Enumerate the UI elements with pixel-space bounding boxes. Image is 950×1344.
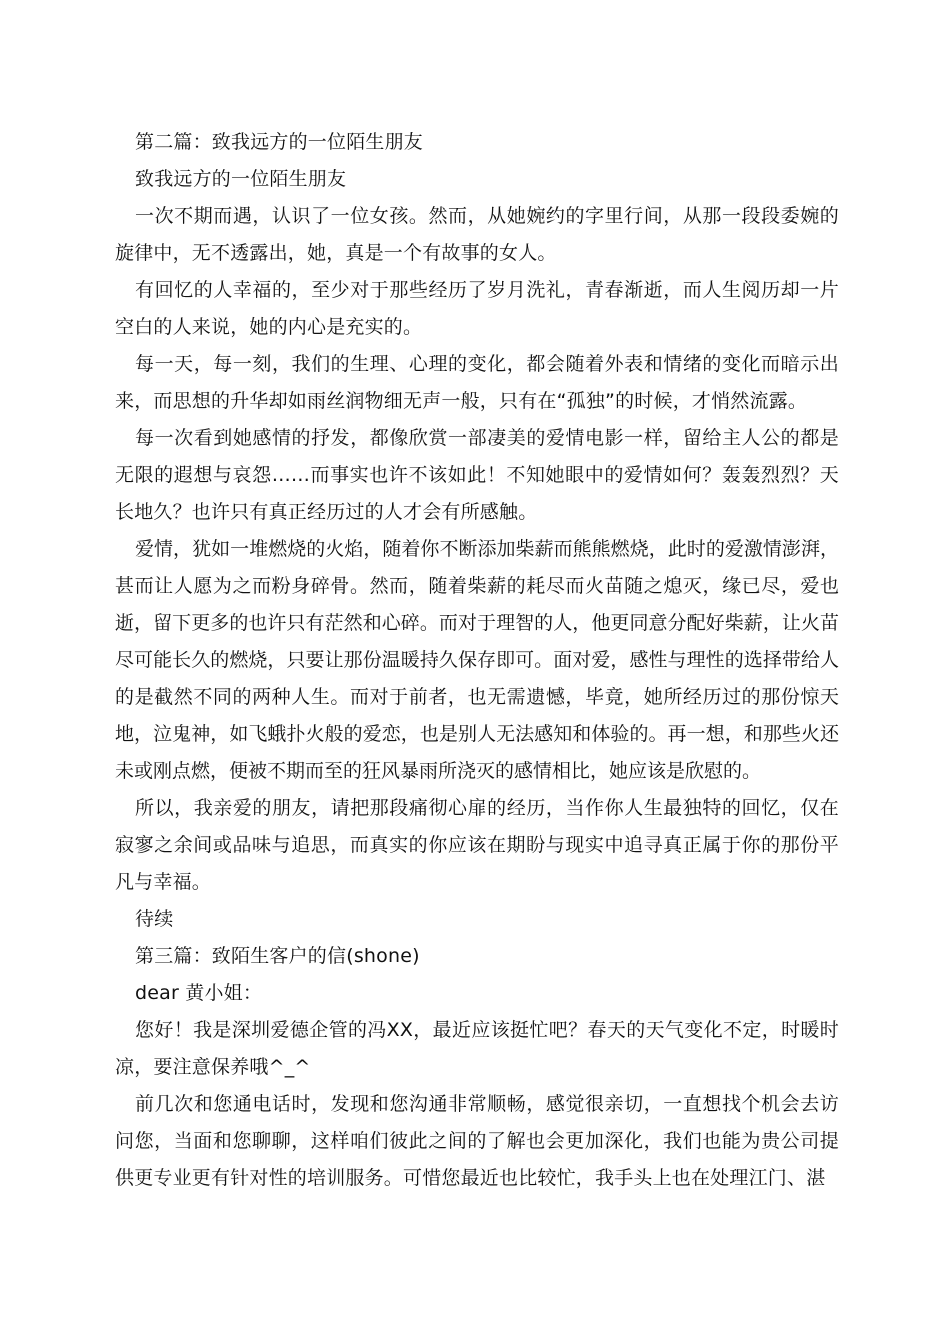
paragraph: 您好！我是深圳爱德企管的冯XX，最近应该挺忙吧？春天的天气变化不定，时暖时凉，要注意保养哦^_^	[115, 1019, 839, 1078]
document-body	[115, 124, 839, 1197]
paragraph: 前几次和您通电话时，发现和您沟通非常顺畅，感觉很亲切，一直想找个机会去访问您，当面和您聊聊，这样咱们彼此之间的了解也会更加深化，我们也能为贵公司提供更专业更有针对性的培训服务。可惜您最近也比较忙，我手头上也在处理江门、湛	[115, 1093, 839, 1189]
section-title-3: 第三篇：致陌生客户的信(shone)	[135, 945, 420, 967]
letter-title: 致我远方的一位陌生朋友	[135, 168, 347, 190]
salutation: dear 黄小姐：	[135, 982, 263, 1004]
paragraph: 所以，我亲爱的朋友，请把那段痛彻心扉的经历，当作你人生最独特的回忆，仅在寂寥之余间或品味与追思，而真实的你应该在期盼与现实中追寻真正属于你的那份平凡与幸福。	[115, 797, 839, 893]
to-be-continued: 待续	[135, 908, 174, 930]
paragraph: 有回忆的人幸福的，至少对于那些经历了岁月洗礼，青春渐逝，而人生阅历却一片空白的人来说，她的内心是充实的。	[115, 279, 839, 338]
section-title-2: 第二篇：致我远方的一位陌生朋友	[135, 131, 424, 153]
paragraph: 每一次看到她感情的抒发，都像欣赏一部凄美的爱情电影一样，留给主人公的都是无限的遐想与哀怨……而事实也许不该如此！不知她眼中的爱情如何？轰轰烈烈？天长地久？也许只有真正经历过的人才会有所感触。	[115, 427, 839, 523]
paragraph: 每一天，每一刻，我们的生理、心理的变化，都会随着外表和情绪的变化而暗示出来，而思想的升华却如雨丝润物细无声一般，只有在“孤独”的时候，才悄然流露。	[115, 353, 839, 412]
paragraph: 爱情，犹如一堆燃烧的火焰，随着你不断添加柴薪而熊熊燃烧，此时的爱激情澎湃，甚而让人愿为之而粉身碎骨。然而，随着柴薪的耗尽而火苗随之熄灭，缘已尽，爱也逝，留下更多的也许只有茫然和心碎。而对于理智的人，他更同意分配好柴薪，让火苗尽可能长久的燃烧，只要让那份温暖持久保存即可。面对爱，感性与理性的选择带给人的是截然不同的两种人生。而对于前者，也无需遗憾，毕竟，她所经历过的那份惊天地，泣鬼神，如飞蛾扑火般的爱恋，也是别人无法感知和体验的。再一想，和那些火还未或刚点燃，便被不期而至的狂风暴雨所浇灭的感情相比，她应该是欣慰的。	[115, 538, 839, 782]
paragraph: 一次不期而遇，认识了一位女孩。然而，从她婉约的字里行间，从那一段段委婉的旋律中，无不透露出，她，真是一个有故事的女人。	[115, 205, 839, 264]
